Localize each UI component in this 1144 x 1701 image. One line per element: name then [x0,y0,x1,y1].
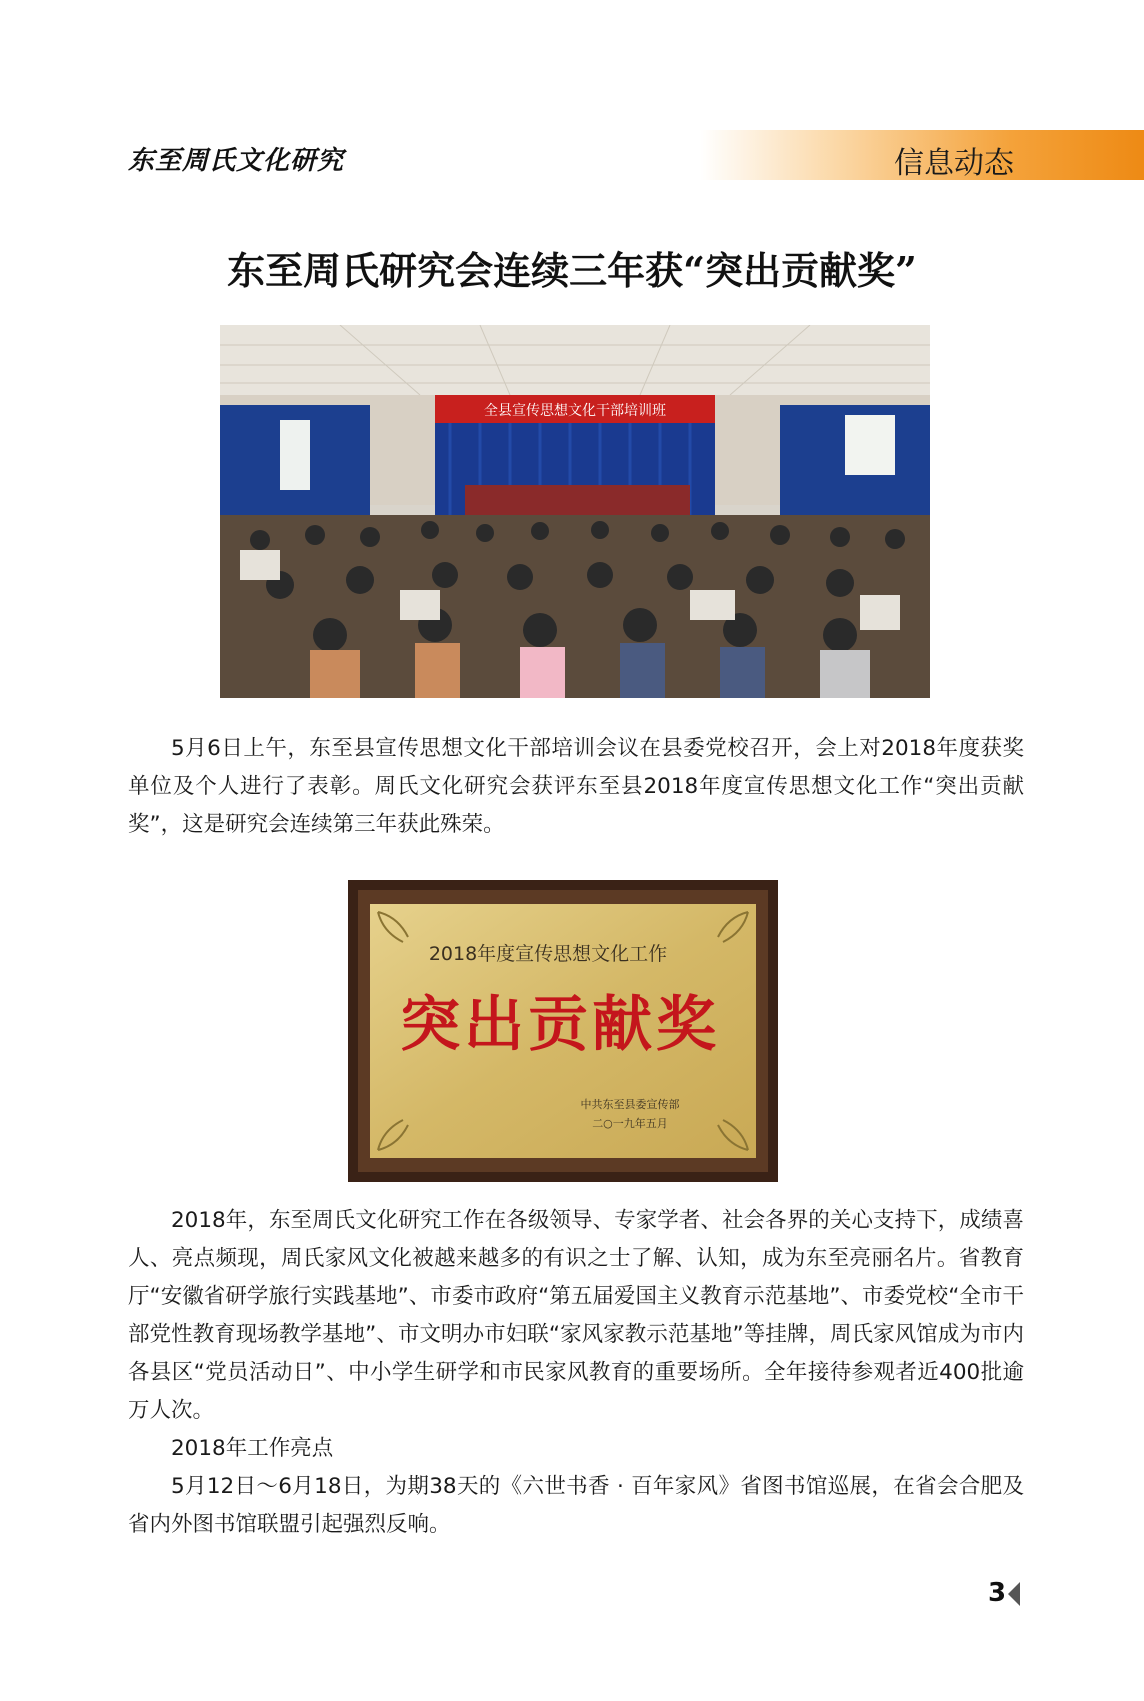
plaque-award: 突出贡献奖 [400,990,720,1060]
subheading-highlights: 2018年工作亮点 [171,1436,334,1461]
paragraph-2: 2018年，东至周氏文化研究工作在各级领导、专家学者、社会各界的关心支持下，成绩喜人、亮点频现，周氏家风文化被越来越多的有识之士了解、认知，成为东至亮丽名片。省教育厅“安徽省研学旅行实践基地”、市委市政府“第五届爱国主义教育示范基地”、市委党校“全市干部党性教育现场教学基地”、市文明办市妇联“家风家教示范基地”等挂牌，周氏家风馆成为市内各县区“党员活动日”、中小学生研学和市民家风教育的重要场所。全年接待参观者近400批逾万人次。 [128,1208,1024,1423]
paragraph-3: 5月12日～6月18日，为期38天的《六世书香 · 百年家风》省图书馆巡展，在省会合肥及省内外图书馆联盟引起强烈反响。 [128,1474,1024,1537]
article-title: 东至周氏研究会连续三年获“突出贡献奖” [227,248,917,293]
section-title: 信息动态 [894,146,1014,181]
page-arrow-icon [1008,1582,1020,1606]
page-number: 3 [988,1578,1007,1608]
paragraph-1: 5月6日上午，东至县宣传思想文化干部培训会议在县委党校召开，会上对2018年度获奖单位及个人进行了表彰。周氏文化研究会获评东至县2018年度宣传思想文化工作“突出贡献奖”，这是研究会连续第三年获此殊荣。 [128,736,1024,837]
plaque-line1: 2018年度宣传思想文化工作 [428,943,668,965]
meeting-photo [220,325,930,698]
plaque-issuer: 中共东至县委宣传部 [580,1098,680,1111]
journal-name: 东至周氏文化研究 [128,146,345,176]
award-plaque [348,880,778,1182]
banner-text: 全县宣传思想文化干部培训班 [484,403,666,419]
plaque-date: 二○一九年五月 [592,1117,668,1130]
